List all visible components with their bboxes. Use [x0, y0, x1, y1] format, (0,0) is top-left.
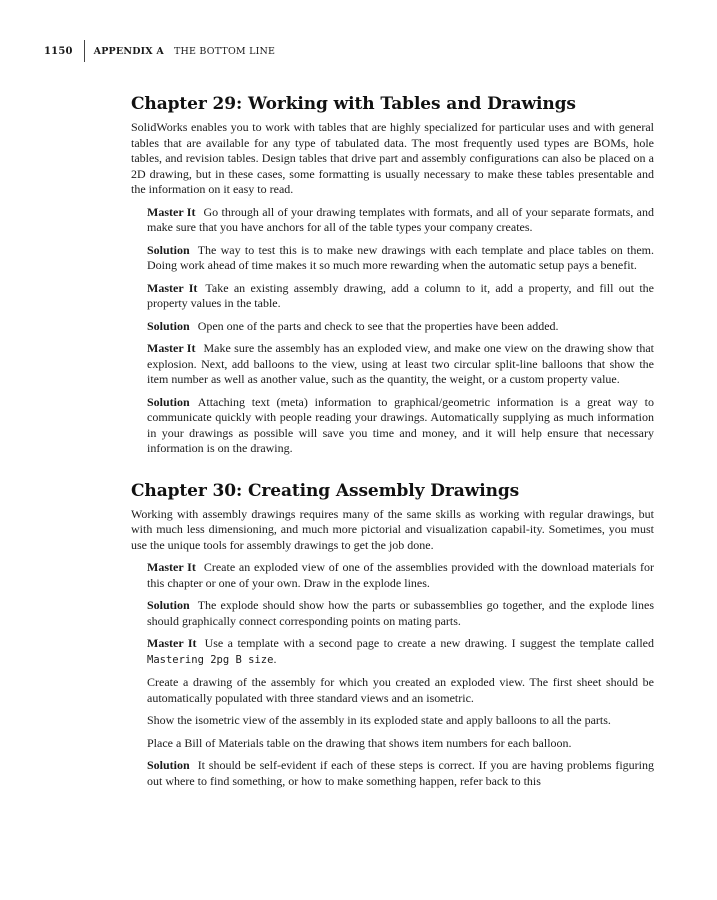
running-head — [44, 40, 275, 62]
qa-text: The explode should show how the parts or subassemblies go together, and the explode lines should graphically connect corresponding points on mating parts. — [147, 598, 654, 628]
chapter-30-master-it-1 — [131, 560, 654, 591]
qa-label: Solution — [147, 318, 190, 333]
qa-label: Master It — [147, 636, 197, 650]
qa-text-end: . — [273, 651, 277, 666]
chapter-30-master-it-2 — [131, 636, 654, 668]
chapter-30-heading: Chapter 30: Creating Assembly Drawings — [131, 480, 520, 501]
template-name-code: Mastering 2pg B size — [147, 653, 274, 666]
page-content — [131, 94, 654, 789]
chapter-30-step-1: Create a drawing of the assembly for which you created an exploded view. The first sheet should be automatically populated with three standard views and an isometric. — [147, 675, 654, 705]
chapter-29-solution-2 — [131, 319, 654, 335]
qa-label: Master It — [147, 280, 198, 295]
qa-text: Attaching text (meta) information to graphical/geometric information is a great way to communicate quickly with people reading your drawings. Automatically supplying as much information in your drawings as possible will save you time and money, and it will help ensure that necessary information is on the drawing. — [147, 394, 654, 455]
qa-label: Master It — [147, 204, 196, 219]
appendix-label: APPENDIX A — [93, 45, 164, 57]
chapter-29-heading: Chapter 29: Working with Tables and Drawings — [131, 94, 576, 114]
qa-label: Master It — [147, 341, 196, 355]
chapter-29-master-it-3 — [131, 341, 654, 388]
chapter-29-solution-1 — [131, 243, 654, 274]
qa-text: Use a template with a second page to create a new drawing. I suggest the template called — [204, 636, 655, 650]
chapter-29-master-it-2 — [131, 281, 654, 312]
qa-text: Open one of the parts and check to see that the properties have been added. — [197, 318, 559, 333]
qa-text: It should be self-evident if each of these steps is correct. If you are having problems figuring out where to find something, or how to make something happen, refer back to this — [147, 758, 654, 788]
header-divider — [84, 40, 85, 62]
chapter-29-master-it-1 — [131, 205, 654, 236]
page-number: 1150 — [44, 45, 73, 57]
qa-label: Solution — [147, 394, 190, 409]
qa-text: Make sure the assembly has an exploded view, and make one view on the drawing show that explosion. Next, add balloons to the view, using at least two circular split-line balloons that show the item number as well as another value, such as the quantity, the weight, or a custom property value. — [147, 341, 655, 386]
qa-text: The way to test this is to make new drawings with each template and place tables on them. Doing work ahead of time makes it so much more rewarding when the automatic setup pays a benefit. — [147, 242, 654, 272]
qa-label: Solution — [147, 758, 190, 772]
qa-label: Solution — [147, 598, 190, 612]
chapter-30-step-2: Show the isometric view of the assembly in its exploded state and apply balloons to all the parts. — [147, 713, 611, 727]
chapter-29-solution-3 — [131, 395, 654, 457]
chapter-29-intro: SolidWorks enables you to work with tables that are highly specialized for particular uses and with general tables that are available for any type of tabulated data. The most frequently used types are BOMs, hole tables, and revision tables. Design tables that drive part and assembly configurations can also be placed on a 2D drawing, but in these cases, some formatting is usually necessary to make these tables presentable and the information on it easy to read. — [131, 120, 654, 196]
qa-text: Go through all of your drawing templates with formats, and all of your separate formats, and make sure that you have anchors for all of the table types your company creates. — [147, 204, 655, 234]
appendix-title: THE BOTTOM LINE — [173, 45, 276, 57]
chapter-30-step-3: Place a Bill of Materials table on the drawing that shows item numbers for each balloon. — [147, 735, 572, 750]
qa-text: Take an existing assembly drawing, add a column to it, add a property, and fill out the property values in the table. — [147, 280, 654, 310]
chapter-30-solution-1 — [131, 598, 654, 629]
qa-text: Create an exploded view of one of the assemblies provided with the download materials for this chapter or one of your own. Draw in the explode lines. — [147, 560, 655, 590]
chapter-30-solution-2 — [131, 758, 654, 789]
qa-label: Master It — [147, 560, 196, 574]
qa-label: Solution — [147, 242, 190, 257]
chapter-30-intro: Working with assembly drawings requires many of the same skills as working with regular drawings, but with much less dimensioning, and much more pictorial and visualization capabil-ity. Sometimes, you must use the unique tools for assembly drawings to get the job done. — [131, 506, 654, 552]
